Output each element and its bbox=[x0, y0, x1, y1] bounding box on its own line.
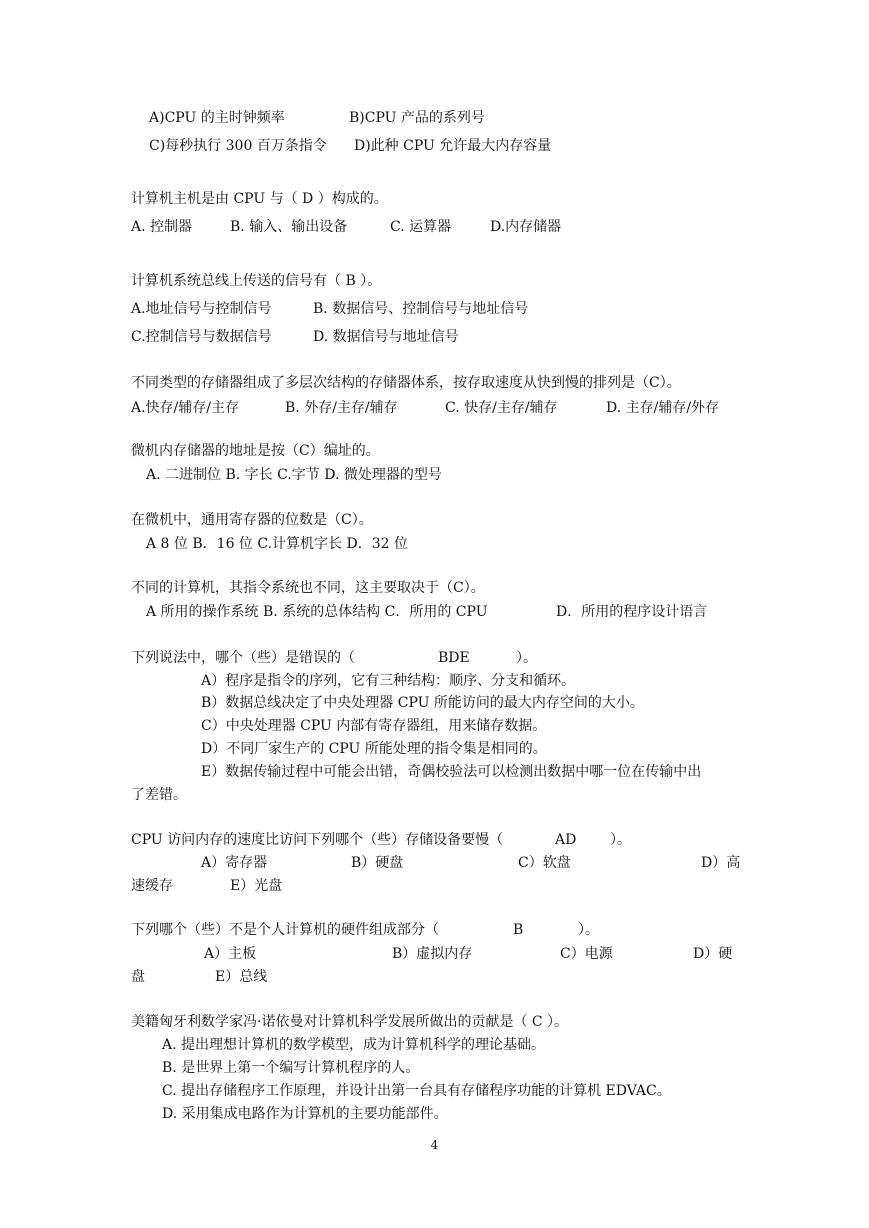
question-wrong-statements-end: ）。 bbox=[516, 650, 537, 666]
question-instruction-set: 不同的计算机，其指令系统也不同，这主要取决于（C）。 bbox=[131, 580, 485, 596]
speed-option-e: E）光盘 bbox=[230, 878, 283, 894]
statement-e-continued: 了差错。 bbox=[131, 787, 187, 803]
statement-d: D）不同厂家生产的 CPU 所能处理的指令集是相同的。 bbox=[201, 741, 547, 757]
statement-a: A）程序是指令的序列，它有三种结构：顺序、分支和循环。 bbox=[201, 673, 576, 689]
question-wrong-statements: 下列说法中，哪个（些）是错误的（ bbox=[131, 650, 355, 666]
question-cpu-speed: CPU 访问内存的速度比访问下列哪个（些）存储设备要慢（ bbox=[131, 832, 504, 848]
question-von-neumann: 美籍匈牙利数学家冯·诺依曼对计算机科学发展所做出的贡献是（ C ）。 bbox=[131, 1014, 569, 1030]
hierarchy-option-b: B. 外存/主存/辅存 bbox=[285, 400, 398, 416]
host-option-c: C. 运算器 bbox=[390, 219, 452, 235]
page-number: 4 bbox=[430, 1138, 439, 1152]
hardware-option-b: B）虚拟内存 bbox=[392, 946, 473, 962]
von-neumann-option-c: C. 提出存储程序工作原理，并设计出第一台具有存储程序功能的计算机 EDVAC。 bbox=[162, 1083, 671, 1099]
speed-option-d-continued: 速缓存 bbox=[131, 878, 173, 894]
question-memory-addressing: 微机内存储器的地址是按（C）编址的。 bbox=[131, 443, 380, 459]
bus-option-d: D. 数据信号与地址信号 bbox=[313, 329, 459, 345]
speed-option-a: A）寄存器 bbox=[201, 855, 268, 871]
question-cpu-speed-end: ）。 bbox=[610, 832, 631, 848]
question-bus-signals: 计算机系统总线上传送的信号有（ B ）。 bbox=[131, 273, 382, 289]
hardware-option-d-continued: 盘 bbox=[131, 969, 145, 985]
line-cpu-option-d: D)此种 CPU 允许最大内存容量 bbox=[354, 138, 552, 154]
statement-b: B）数据总线决定了中央处理器 CPU 所能访问的最大内存空间的大小。 bbox=[201, 695, 644, 711]
answer-bde: BDE bbox=[438, 650, 470, 666]
speed-option-d: D）高 bbox=[701, 855, 741, 871]
line-cpu-option-b: B)CPU 产品的系列号 bbox=[349, 110, 485, 126]
host-option-d: D.内存储器 bbox=[490, 219, 562, 235]
bus-option-b: B. 数据信号、控制信号与地址信号 bbox=[313, 301, 529, 317]
instruction-option-d: D．所用的程序设计语言 bbox=[556, 604, 708, 620]
host-option-a: A. 控制器 bbox=[131, 219, 193, 235]
line-cpu-option-a: A)CPU 的主时钟频率 bbox=[149, 110, 285, 126]
register-options: A 8 位 B．16 位 C.计算机字长 D．32 位 bbox=[146, 536, 408, 552]
von-neumann-option-a: A. 提出理想计算机的数学模型，成为计算机科学的理论基础。 bbox=[162, 1037, 546, 1053]
hardware-option-a: A）主板 bbox=[204, 946, 257, 962]
hardware-option-d: D）硬 bbox=[693, 946, 733, 962]
hierarchy-option-d: D. 主存/辅存/外存 bbox=[606, 400, 720, 416]
hardware-option-e: E）总线 bbox=[215, 969, 268, 985]
hierarchy-option-a: A.快存/辅存/主存 bbox=[131, 400, 239, 416]
von-neumann-option-b: B. 是世界上第一个编写计算机程序的人。 bbox=[162, 1060, 420, 1076]
addressing-options: A. 二进制位 B. 字长 C.字节 D. 微处理器的型号 bbox=[146, 467, 442, 483]
bus-option-c: C.控制信号与数据信号 bbox=[131, 329, 272, 345]
hardware-option-c: C）电源 bbox=[560, 946, 613, 962]
question-pc-hardware: 下列哪个（些）不是个人计算机的硬件组成部分（ bbox=[131, 922, 439, 938]
bus-option-a: A.地址信号与控制信号 bbox=[131, 301, 272, 317]
statement-c: C）中央处理器 CPU 内部有寄存器组，用来储存数据。 bbox=[201, 718, 547, 734]
statement-e: E）数据传输过程中可能会出错，奇偶校验法可以检测出数据中哪一位在传输中出 bbox=[201, 764, 702, 780]
instruction-options-abc: A 所用的操作系统 B. 系统的总体结构 C．所用的 CPU bbox=[146, 604, 488, 620]
answer-b: B bbox=[513, 922, 524, 938]
line-cpu-option-c: C)每秒执行 300 百万条指令 bbox=[149, 138, 327, 154]
question-register-bits: 在微机中，通用寄存器的位数是（C）。 bbox=[131, 512, 373, 528]
question-host-composition: 计算机主机是由 CPU 与（ D ）构成的。 bbox=[131, 191, 388, 207]
host-option-b: B. 输入、输出设备 bbox=[230, 219, 348, 235]
hierarchy-option-c: C. 快存/主存/辅存 bbox=[445, 400, 558, 416]
speed-option-c: C）软盘 bbox=[518, 855, 571, 871]
answer-ad: AD bbox=[555, 832, 577, 848]
speed-option-b: B）硬盘 bbox=[351, 855, 404, 871]
question-memory-hierarchy: 不同类型的存储器组成了多层次结构的存储器体系，按存取速度从快到慢的排列是（C）。 bbox=[131, 375, 681, 391]
question-pc-hardware-end: ）。 bbox=[578, 922, 599, 938]
von-neumann-option-d: D. 采用集成电路作为计算机的主要功能部件。 bbox=[162, 1106, 448, 1122]
